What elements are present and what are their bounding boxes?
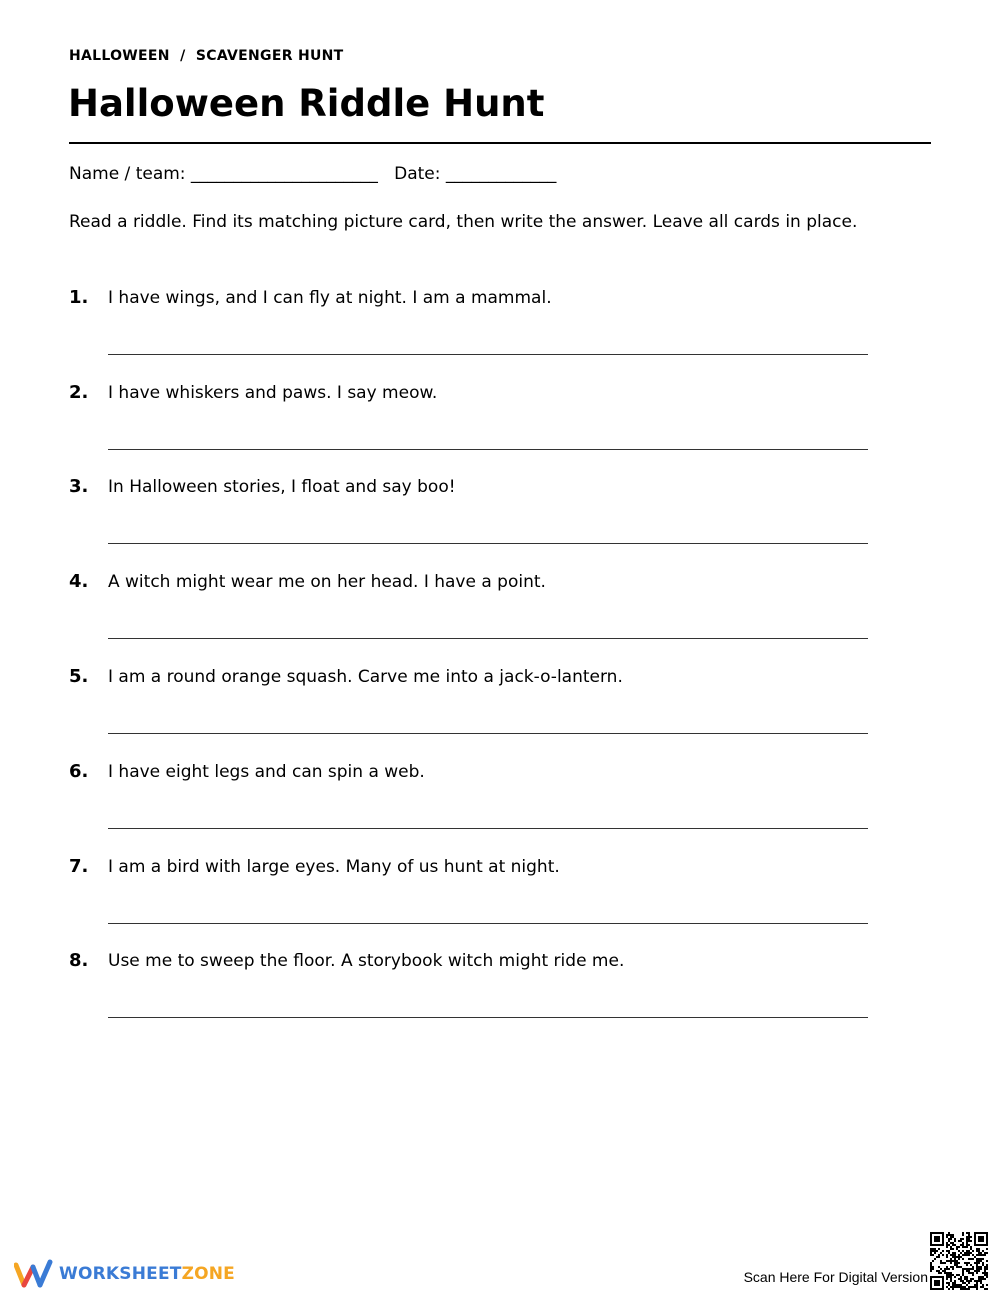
riddle-item bbox=[0, 382, 1000, 462]
answer-line[interactable] bbox=[108, 733, 868, 734]
riddle-item bbox=[0, 476, 1000, 556]
answer-line[interactable] bbox=[108, 543, 868, 544]
qr-code-icon[interactable] bbox=[930, 1232, 988, 1290]
riddle-text: I am a bird with large eyes. Many of us hunt at night. bbox=[108, 857, 560, 877]
riddle-item bbox=[0, 666, 1000, 746]
riddle-text: I have eight legs and can spin a web. bbox=[108, 762, 425, 782]
riddle-number: 4. bbox=[69, 571, 89, 592]
worksheetzone-logo[interactable] bbox=[14, 1259, 235, 1289]
page-title: Halloween Riddle Hunt bbox=[68, 82, 545, 125]
logo-wordmark bbox=[59, 1264, 235, 1284]
riddle-text: I am a round orange squash. Carve me into a jack-o-lantern. bbox=[108, 667, 623, 687]
riddle-text: I have whiskers and paws. I say meow. bbox=[108, 383, 438, 403]
riddle-item bbox=[0, 856, 1000, 936]
riddle-number: 7. bbox=[69, 856, 89, 877]
answer-line[interactable] bbox=[108, 828, 868, 829]
answer-line[interactable] bbox=[108, 923, 868, 924]
riddle-text: A witch might wear me on her head. I have a point. bbox=[108, 572, 546, 592]
riddle-number: 1. bbox=[69, 287, 89, 308]
riddle-number: 2. bbox=[69, 382, 89, 403]
riddle-number: 5. bbox=[69, 666, 89, 687]
logo-wordmark-part1: WORKSHEET bbox=[59, 1264, 182, 1284]
answer-line[interactable] bbox=[108, 1017, 868, 1018]
riddle-item bbox=[0, 950, 1000, 1030]
riddle-number: 6. bbox=[69, 761, 89, 782]
riddle-text: In Halloween stories, I float and say boo! bbox=[108, 477, 456, 497]
breadcrumb: HALLOWEEN / SCAVENGER HUNT bbox=[69, 48, 344, 64]
title-divider bbox=[69, 142, 931, 144]
answer-line[interactable] bbox=[108, 354, 868, 355]
worksheetzone-logo-icon bbox=[14, 1259, 54, 1289]
riddle-item bbox=[0, 287, 1000, 367]
riddle-item bbox=[0, 761, 1000, 841]
riddle-number: 8. bbox=[69, 950, 89, 971]
riddle-text: Use me to sweep the floor. A storybook witch might ride me. bbox=[108, 951, 625, 971]
scan-label: Scan Here For Digital Version bbox=[743, 1269, 928, 1285]
riddle-number: 3. bbox=[69, 476, 89, 497]
logo-wordmark-part2: ZONE bbox=[181, 1264, 235, 1284]
answer-line[interactable] bbox=[108, 449, 868, 450]
riddle-item bbox=[0, 571, 1000, 651]
answer-line[interactable] bbox=[108, 638, 868, 639]
instructions: Read a riddle. Find its matching picture card, then write the answer. Leave all cards in place. bbox=[69, 212, 858, 232]
name-date-fields[interactable]: Name / team: ______________________ Date: _____________ bbox=[69, 164, 557, 184]
riddle-text: I have wings, and I can fly at night. I am a mammal. bbox=[108, 288, 552, 308]
